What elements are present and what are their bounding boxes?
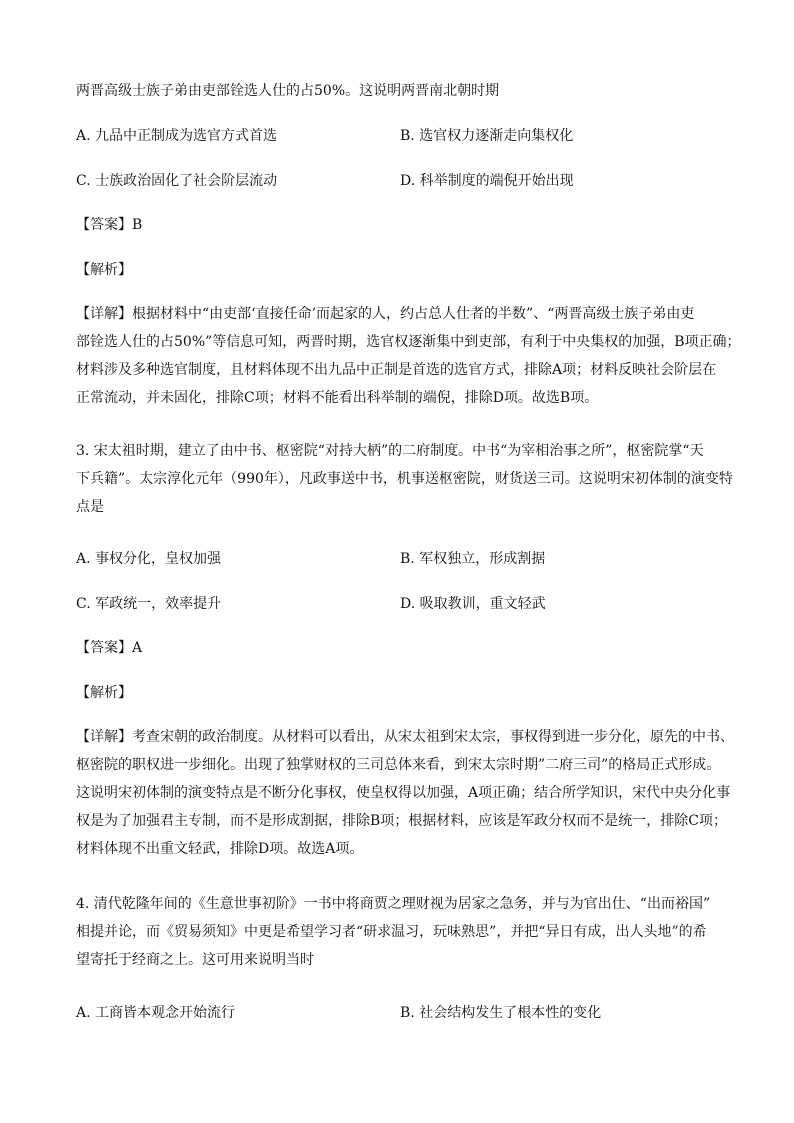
- question-2-stem-tail: 两晋高级士族子弟由吏部铨选人仕的占50%。这说明两晋南北朝时期: [76, 83, 500, 99]
- q3-answer: 【答案】A: [76, 640, 143, 656]
- q2-detail-line: 正常流动，并未固化，排除C项；材料不能看出科举制的端倪，排除D项。故选B项。: [76, 390, 599, 406]
- q3-detail-line: 材料体现不出重文轻武，排除D项。故选A项。: [76, 841, 364, 857]
- q3-option-d: D. 吸取教训，重文轻武: [400, 596, 546, 612]
- q4-stem-line: 4. 清代乾隆年间的《生意世事初阶》一书中将商贾之理财视为居家之急务，并与为官出仕、“出而裕国”: [76, 896, 711, 912]
- q2-option-c: C. 士族政治固化了社会阶层流动: [76, 173, 278, 189]
- q3-stem: [76, 437, 733, 521]
- q3-detail: [76, 723, 734, 863]
- q4-stem: [76, 890, 716, 974]
- q4-option-b: B. 社会结构发生了根本性的变化: [400, 1005, 602, 1021]
- q3-option-b: B. 军权独立，形成割据: [400, 551, 546, 567]
- q3-option-a: A. 事权分化，皇权加强: [76, 551, 222, 567]
- q2-detail-line: 部铨选人仕的占50%”等信息可知，两晋时期，选官权逐渐集中到吏部，有利于中央集权的加强，B项正确；: [76, 334, 741, 350]
- q3-stem-line: 点是: [76, 499, 104, 515]
- q2-answer: 【答案】B: [76, 217, 143, 233]
- q2-detail-line: 【详解】根据材料中“由吏部‘直接任命’而起家的人，约占总人仕者的半数”、“两晋高级士族子弟由吏: [76, 306, 695, 322]
- q2-option-b: B. 选官权力逐渐走向集权化: [400, 128, 574, 144]
- q3-analysis-heading: 【解析】: [76, 685, 132, 701]
- q3-stem-line: 3. 宋太祖时期，建立了由中书、枢密院“对持大柄”的二府制度。中书“为宰相治事之所”，枢密院掌“天: [76, 443, 704, 459]
- q3-detail-line: 【详解】考查宋朝的政治制度。从材料可以看出，从宋太祖到宋太宗，事权得到进一步分化，原先的中书、: [76, 729, 734, 745]
- q3-option-c: C. 军政统一，效率提升: [76, 596, 222, 612]
- q3-detail-line: 权是为了加强君主专制，而不是形成割据，排除B项；根据材料，应该是军政分权而不是统一，排除C项；: [76, 813, 727, 829]
- q2-option-a: A. 九品中正制成为选官方式首选: [76, 128, 278, 144]
- q3-detail-line: 枢密院的职权进一步细化。出现了独掌财权的三司总体来看，到宋太宗时期”二府三司”的格局正式形成。: [76, 757, 721, 773]
- q2-option-d: D. 科举制度的端倪开始出现: [400, 173, 574, 189]
- q4-option-a: A. 工商皆本观念开始流行: [76, 1005, 236, 1021]
- q2-detail: [76, 300, 741, 412]
- q3-stem-line: 下兵籍”。太宗淳化元年（990年），凡政事送中书，机事送枢密院，财货送三司。这说明宋初体制的演变特: [76, 471, 733, 487]
- q4-stem-line: 望寄托于经商之上。这可用来说明当时: [76, 952, 314, 968]
- q2-detail-line: 材料涉及多种选官制度，且材料体现不出九品中正制是首选的选官方式，排除A项；材料反映社会阶层在: [76, 362, 717, 378]
- q3-detail-line: 这说明宋初体制的演变特点是不断分化事权，使皇权得以加强，A项正确；结合所学知识，宋代中央分化事: [76, 785, 731, 801]
- q2-analysis-heading: 【解析】: [76, 262, 132, 278]
- q4-stem-line: 相提并论，而《贸易须知》中更是希望学习者“研求温习，玩味熟思”，并把“异日有成，出人头地”的希: [76, 924, 707, 940]
